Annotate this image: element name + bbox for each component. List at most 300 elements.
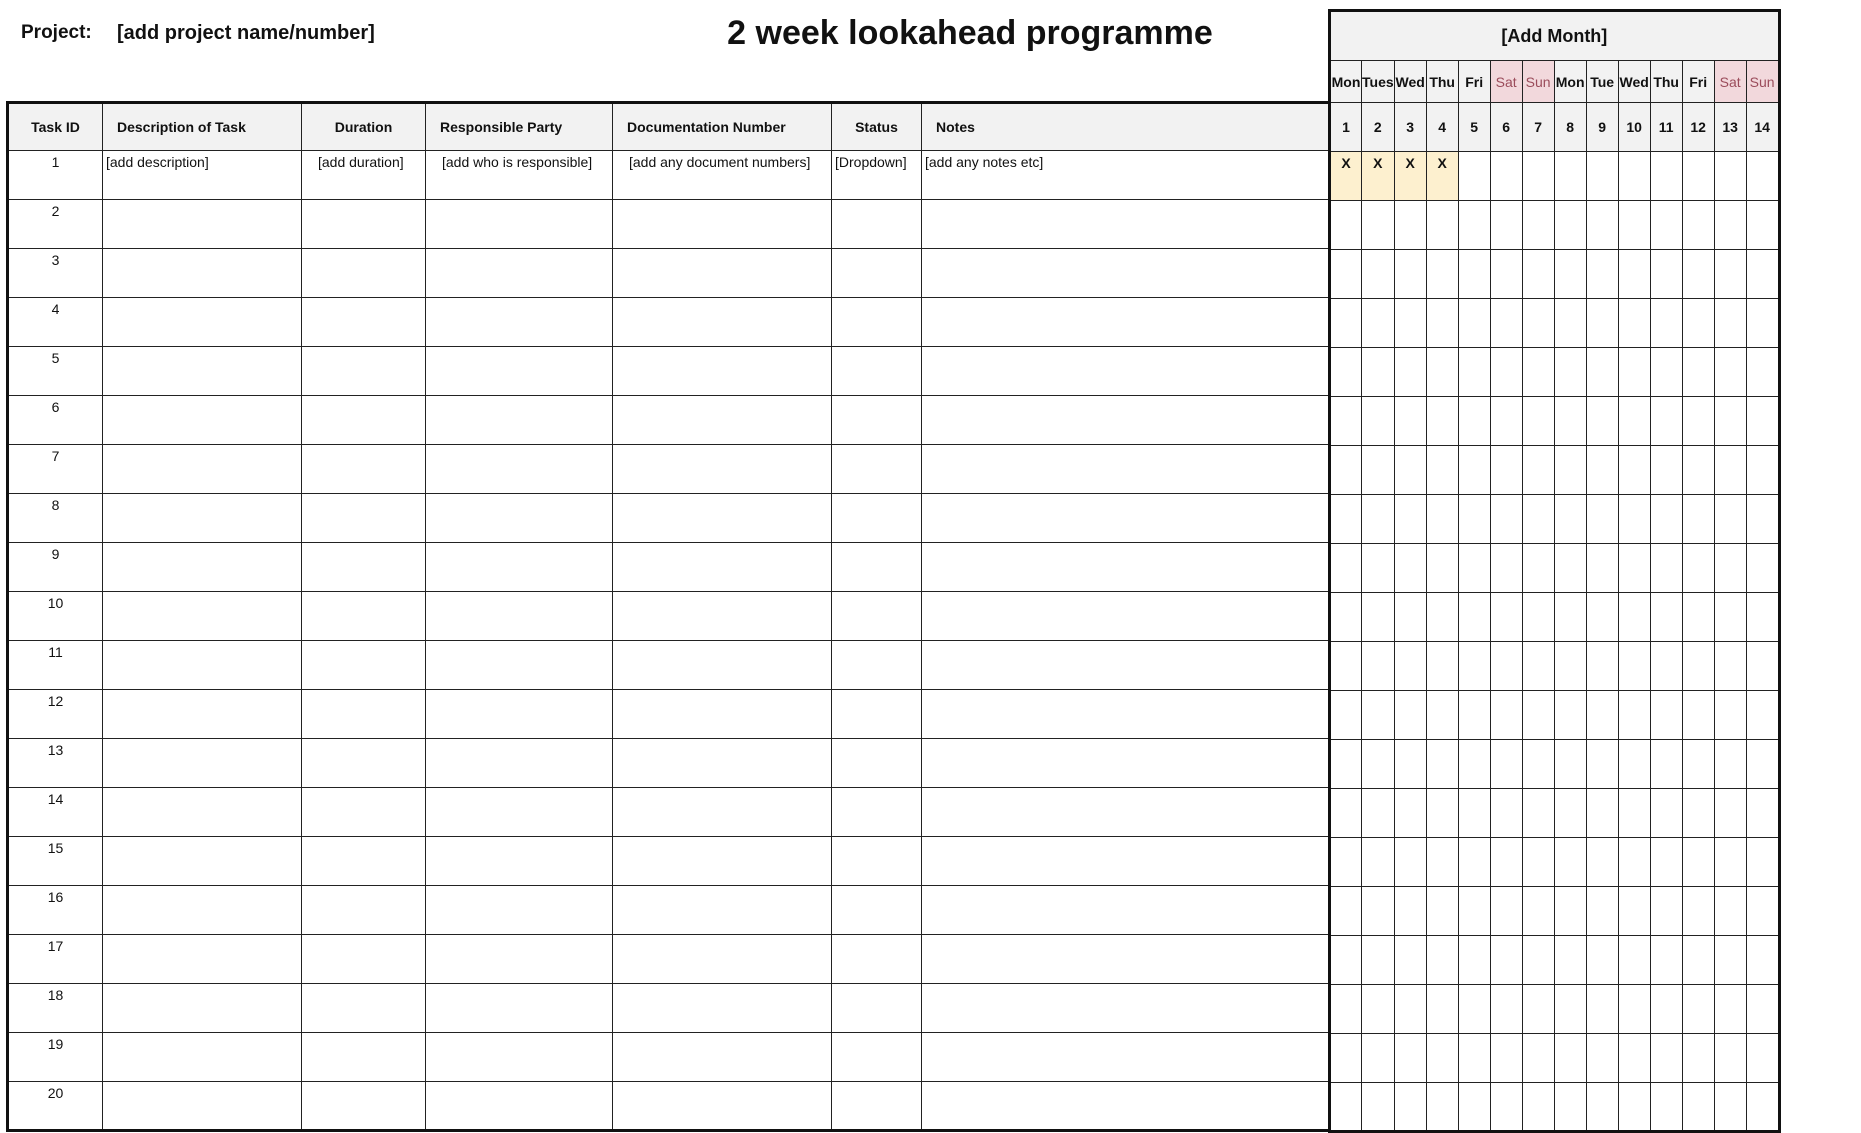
notes-cell[interactable] — [922, 396, 1330, 445]
responsible-party-cell[interactable] — [426, 200, 613, 249]
schedule-cell[interactable] — [1746, 789, 1779, 838]
schedule-cell[interactable] — [1490, 152, 1522, 201]
schedule-cell[interactable] — [1618, 348, 1650, 397]
description-cell[interactable] — [103, 1082, 302, 1131]
schedule-cell[interactable] — [1394, 348, 1426, 397]
duration-cell[interactable] — [302, 837, 426, 886]
schedule-cell[interactable]: X — [1394, 152, 1426, 201]
schedule-cell[interactable] — [1650, 789, 1682, 838]
schedule-cell[interactable] — [1746, 152, 1779, 201]
schedule-cell[interactable] — [1586, 201, 1618, 250]
status-dropdown[interactable] — [832, 347, 922, 396]
schedule-cell[interactable] — [1330, 544, 1362, 593]
documentation-number-cell[interactable] — [613, 445, 832, 494]
schedule-cell[interactable] — [1714, 348, 1746, 397]
schedule-cell[interactable] — [1682, 789, 1714, 838]
schedule-cell[interactable] — [1330, 691, 1362, 740]
schedule-cell[interactable] — [1394, 985, 1426, 1034]
schedule-cell[interactable] — [1394, 544, 1426, 593]
schedule-cell[interactable] — [1586, 152, 1618, 201]
duration-cell[interactable] — [302, 494, 426, 543]
schedule-cell[interactable] — [1394, 838, 1426, 887]
schedule-cell[interactable] — [1522, 250, 1554, 299]
schedule-cell[interactable] — [1554, 544, 1586, 593]
notes-cell[interactable] — [922, 641, 1330, 690]
duration-cell[interactable] — [302, 1082, 426, 1131]
schedule-cell[interactable] — [1682, 250, 1714, 299]
duration-cell[interactable] — [302, 200, 426, 249]
schedule-cell[interactable] — [1394, 593, 1426, 642]
schedule-cell[interactable] — [1522, 152, 1554, 201]
schedule-cell[interactable] — [1394, 495, 1426, 544]
status-dropdown[interactable] — [832, 788, 922, 837]
schedule-cell[interactable] — [1746, 593, 1779, 642]
schedule-cell[interactable] — [1618, 201, 1650, 250]
schedule-cell[interactable] — [1554, 250, 1586, 299]
schedule-cell[interactable] — [1554, 495, 1586, 544]
responsible-party-cell[interactable] — [426, 886, 613, 935]
schedule-cell[interactable] — [1554, 887, 1586, 936]
schedule-cell[interactable] — [1650, 348, 1682, 397]
schedule-cell[interactable] — [1618, 446, 1650, 495]
responsible-party-cell[interactable] — [426, 641, 613, 690]
schedule-cell[interactable] — [1618, 544, 1650, 593]
schedule-cell[interactable] — [1490, 201, 1522, 250]
documentation-number-cell[interactable] — [613, 690, 832, 739]
schedule-cell[interactable] — [1490, 789, 1522, 838]
schedule-cell[interactable] — [1362, 740, 1395, 789]
status-dropdown[interactable] — [832, 543, 922, 592]
schedule-cell[interactable] — [1426, 397, 1458, 446]
schedule-cell[interactable] — [1362, 446, 1395, 495]
schedule-cell[interactable] — [1394, 250, 1426, 299]
schedule-cell[interactable] — [1586, 985, 1618, 1034]
schedule-cell[interactable] — [1682, 348, 1714, 397]
schedule-cell[interactable] — [1426, 642, 1458, 691]
schedule-cell[interactable] — [1490, 348, 1522, 397]
schedule-cell[interactable] — [1490, 299, 1522, 348]
schedule-cell[interactable] — [1426, 495, 1458, 544]
notes-cell[interactable] — [922, 249, 1330, 298]
duration-cell[interactable] — [302, 788, 426, 837]
schedule-cell[interactable] — [1682, 152, 1714, 201]
schedule-cell[interactable] — [1490, 250, 1522, 299]
schedule-cell[interactable] — [1426, 985, 1458, 1034]
duration-cell[interactable] — [302, 543, 426, 592]
responsible-party-cell[interactable] — [426, 984, 613, 1033]
notes-cell[interactable] — [922, 935, 1330, 984]
schedule-cell[interactable] — [1746, 446, 1779, 495]
schedule-cell[interactable] — [1330, 985, 1362, 1034]
schedule-cell[interactable] — [1714, 299, 1746, 348]
duration-cell[interactable] — [302, 935, 426, 984]
schedule-cell[interactable] — [1650, 691, 1682, 740]
schedule-cell[interactable] — [1746, 887, 1779, 936]
schedule-cell[interactable] — [1362, 642, 1395, 691]
schedule-cell[interactable] — [1746, 838, 1779, 887]
status-dropdown[interactable] — [832, 494, 922, 543]
duration-cell[interactable] — [302, 445, 426, 494]
schedule-cell[interactable] — [1330, 642, 1362, 691]
schedule-cell[interactable] — [1458, 348, 1490, 397]
schedule-cell[interactable] — [1554, 740, 1586, 789]
schedule-cell[interactable]: X — [1362, 152, 1395, 201]
schedule-cell[interactable] — [1362, 838, 1395, 887]
schedule-cell[interactable] — [1362, 250, 1395, 299]
schedule-cell[interactable] — [1394, 691, 1426, 740]
schedule-cell[interactable] — [1746, 642, 1779, 691]
status-dropdown[interactable] — [832, 739, 922, 788]
schedule-cell[interactable] — [1586, 936, 1618, 985]
schedule-cell[interactable] — [1618, 152, 1650, 201]
schedule-cell[interactable] — [1330, 299, 1362, 348]
schedule-cell[interactable] — [1650, 152, 1682, 201]
schedule-cell[interactable] — [1458, 593, 1490, 642]
schedule-cell[interactable] — [1746, 495, 1779, 544]
schedule-cell[interactable] — [1330, 887, 1362, 936]
status-dropdown[interactable] — [832, 886, 922, 935]
description-cell[interactable] — [103, 739, 302, 788]
schedule-cell[interactable] — [1650, 740, 1682, 789]
schedule-cell[interactable] — [1586, 495, 1618, 544]
schedule-cell[interactable] — [1650, 544, 1682, 593]
month-field[interactable]: [Add Month] — [1330, 11, 1780, 61]
schedule-cell[interactable] — [1458, 201, 1490, 250]
documentation-number-cell[interactable] — [613, 837, 832, 886]
schedule-cell[interactable] — [1586, 348, 1618, 397]
schedule-cell[interactable] — [1362, 544, 1395, 593]
status-dropdown[interactable] — [832, 249, 922, 298]
schedule-cell[interactable] — [1362, 936, 1395, 985]
schedule-cell[interactable] — [1458, 936, 1490, 985]
duration-cell[interactable] — [302, 298, 426, 347]
responsible-party-cell[interactable] — [426, 249, 613, 298]
schedule-cell[interactable] — [1650, 887, 1682, 936]
documentation-number-cell[interactable] — [613, 200, 832, 249]
schedule-cell[interactable] — [1618, 1034, 1650, 1083]
schedule-cell[interactable] — [1490, 544, 1522, 593]
documentation-number-cell[interactable] — [613, 1033, 832, 1082]
duration-cell[interactable] — [302, 347, 426, 396]
responsible-party-cell[interactable] — [426, 935, 613, 984]
schedule-cell[interactable] — [1714, 593, 1746, 642]
schedule-cell[interactable] — [1746, 299, 1779, 348]
responsible-party-cell[interactable] — [426, 494, 613, 543]
schedule-cell[interactable] — [1682, 544, 1714, 593]
schedule-cell[interactable] — [1746, 1083, 1779, 1132]
status-dropdown[interactable] — [832, 935, 922, 984]
schedule-cell[interactable] — [1426, 544, 1458, 593]
schedule-cell[interactable] — [1554, 838, 1586, 887]
schedule-cell[interactable] — [1426, 201, 1458, 250]
schedule-cell[interactable] — [1650, 250, 1682, 299]
schedule-cell[interactable]: X — [1426, 152, 1458, 201]
schedule-cell[interactable] — [1586, 691, 1618, 740]
status-dropdown[interactable] — [832, 396, 922, 445]
description-cell[interactable] — [103, 298, 302, 347]
schedule-cell[interactable] — [1458, 789, 1490, 838]
schedule-cell[interactable] — [1330, 201, 1362, 250]
schedule-cell[interactable] — [1618, 495, 1650, 544]
schedule-cell[interactable] — [1458, 250, 1490, 299]
schedule-cell[interactable] — [1554, 348, 1586, 397]
schedule-cell[interactable] — [1586, 250, 1618, 299]
schedule-cell[interactable] — [1586, 544, 1618, 593]
schedule-cell[interactable] — [1554, 936, 1586, 985]
status-dropdown[interactable] — [832, 445, 922, 494]
schedule-cell[interactable] — [1586, 299, 1618, 348]
schedule-cell[interactable] — [1426, 1083, 1458, 1132]
description-cell[interactable] — [103, 788, 302, 837]
status-dropdown[interactable] — [832, 200, 922, 249]
duration-cell[interactable] — [302, 739, 426, 788]
schedule-cell[interactable] — [1426, 299, 1458, 348]
schedule-cell[interactable] — [1394, 887, 1426, 936]
status-dropdown[interactable] — [832, 1033, 922, 1082]
schedule-cell[interactable] — [1618, 1083, 1650, 1132]
schedule-cell[interactable] — [1650, 642, 1682, 691]
schedule-cell[interactable] — [1362, 201, 1395, 250]
schedule-cell[interactable] — [1458, 887, 1490, 936]
schedule-cell[interactable] — [1554, 201, 1586, 250]
schedule-cell[interactable] — [1586, 1083, 1618, 1132]
documentation-number-cell[interactable] — [613, 543, 832, 592]
schedule-cell[interactable] — [1618, 789, 1650, 838]
schedule-cell[interactable] — [1426, 838, 1458, 887]
schedule-cell[interactable] — [1714, 201, 1746, 250]
schedule-cell[interactable] — [1458, 152, 1490, 201]
schedule-cell[interactable] — [1330, 348, 1362, 397]
schedule-cell[interactable] — [1490, 1083, 1522, 1132]
schedule-cell[interactable] — [1554, 593, 1586, 642]
schedule-cell[interactable] — [1490, 642, 1522, 691]
schedule-cell[interactable] — [1490, 691, 1522, 740]
schedule-cell[interactable] — [1458, 397, 1490, 446]
status-dropdown[interactable]: [Dropdown] — [832, 151, 922, 200]
schedule-cell[interactable] — [1714, 740, 1746, 789]
schedule-cell[interactable] — [1618, 593, 1650, 642]
notes-cell[interactable] — [922, 494, 1330, 543]
schedule-cell[interactable] — [1394, 299, 1426, 348]
schedule-cell[interactable]: X — [1330, 152, 1362, 201]
schedule-cell[interactable] — [1618, 985, 1650, 1034]
duration-cell[interactable] — [302, 886, 426, 935]
schedule-cell[interactable] — [1362, 887, 1395, 936]
schedule-cell[interactable] — [1586, 397, 1618, 446]
schedule-cell[interactable] — [1394, 740, 1426, 789]
responsible-party-cell[interactable] — [426, 347, 613, 396]
schedule-cell[interactable] — [1458, 985, 1490, 1034]
description-cell[interactable] — [103, 445, 302, 494]
notes-cell[interactable] — [922, 739, 1330, 788]
responsible-party-cell[interactable]: [add who is responsible] — [426, 151, 613, 200]
notes-cell[interactable] — [922, 1082, 1330, 1131]
duration-cell[interactable] — [302, 249, 426, 298]
schedule-cell[interactable] — [1746, 348, 1779, 397]
documentation-number-cell[interactable] — [613, 641, 832, 690]
description-cell[interactable] — [103, 837, 302, 886]
schedule-cell[interactable] — [1650, 1083, 1682, 1132]
notes-cell[interactable] — [922, 788, 1330, 837]
documentation-number-cell[interactable] — [613, 347, 832, 396]
notes-cell[interactable] — [922, 543, 1330, 592]
schedule-cell[interactable] — [1682, 1083, 1714, 1132]
schedule-cell[interactable] — [1586, 642, 1618, 691]
schedule-cell[interactable] — [1586, 887, 1618, 936]
duration-cell[interactable] — [302, 641, 426, 690]
schedule-cell[interactable] — [1650, 593, 1682, 642]
schedule-cell[interactable] — [1714, 397, 1746, 446]
schedule-cell[interactable] — [1362, 397, 1395, 446]
schedule-cell[interactable] — [1426, 740, 1458, 789]
notes-cell[interactable] — [922, 886, 1330, 935]
schedule-cell[interactable] — [1330, 446, 1362, 495]
documentation-number-cell[interactable] — [613, 494, 832, 543]
schedule-cell[interactable] — [1682, 201, 1714, 250]
schedule-cell[interactable] — [1458, 1083, 1490, 1132]
schedule-cell[interactable] — [1522, 544, 1554, 593]
description-cell[interactable] — [103, 396, 302, 445]
documentation-number-cell[interactable] — [613, 249, 832, 298]
schedule-cell[interactable] — [1458, 642, 1490, 691]
description-cell[interactable]: [add description] — [103, 151, 302, 200]
schedule-cell[interactable] — [1458, 838, 1490, 887]
schedule-cell[interactable] — [1458, 1034, 1490, 1083]
description-cell[interactable] — [103, 641, 302, 690]
schedule-cell[interactable] — [1746, 544, 1779, 593]
schedule-cell[interactable] — [1618, 740, 1650, 789]
schedule-cell[interactable] — [1586, 789, 1618, 838]
schedule-cell[interactable] — [1746, 985, 1779, 1034]
documentation-number-cell[interactable] — [613, 592, 832, 641]
schedule-cell[interactable] — [1330, 495, 1362, 544]
status-dropdown[interactable] — [832, 298, 922, 347]
schedule-cell[interactable] — [1714, 887, 1746, 936]
description-cell[interactable] — [103, 935, 302, 984]
description-cell[interactable] — [103, 690, 302, 739]
schedule-cell[interactable] — [1682, 985, 1714, 1034]
responsible-party-cell[interactable] — [426, 543, 613, 592]
schedule-cell[interactable] — [1490, 495, 1522, 544]
schedule-cell[interactable] — [1714, 152, 1746, 201]
schedule-cell[interactable] — [1682, 495, 1714, 544]
description-cell[interactable] — [103, 494, 302, 543]
schedule-cell[interactable] — [1490, 446, 1522, 495]
schedule-cell[interactable] — [1650, 495, 1682, 544]
schedule-cell[interactable] — [1490, 985, 1522, 1034]
schedule-cell[interactable] — [1586, 446, 1618, 495]
notes-cell[interactable] — [922, 984, 1330, 1033]
schedule-cell[interactable] — [1490, 936, 1522, 985]
schedule-cell[interactable] — [1618, 299, 1650, 348]
schedule-cell[interactable] — [1714, 789, 1746, 838]
schedule-cell[interactable] — [1522, 1083, 1554, 1132]
documentation-number-cell[interactable] — [613, 298, 832, 347]
schedule-cell[interactable] — [1650, 397, 1682, 446]
documentation-number-cell[interactable]: [add any document numbers] — [613, 151, 832, 200]
schedule-cell[interactable] — [1458, 495, 1490, 544]
schedule-cell[interactable] — [1362, 691, 1395, 740]
schedule-cell[interactable] — [1394, 1034, 1426, 1083]
schedule-cell[interactable] — [1522, 446, 1554, 495]
schedule-cell[interactable] — [1394, 446, 1426, 495]
schedule-cell[interactable] — [1650, 299, 1682, 348]
notes-cell[interactable] — [922, 200, 1330, 249]
schedule-cell[interactable] — [1554, 985, 1586, 1034]
schedule-cell[interactable] — [1426, 936, 1458, 985]
notes-cell[interactable] — [922, 690, 1330, 739]
schedule-cell[interactable] — [1554, 397, 1586, 446]
schedule-cell[interactable] — [1618, 887, 1650, 936]
schedule-cell[interactable] — [1554, 1034, 1586, 1083]
notes-cell[interactable] — [922, 1033, 1330, 1082]
schedule-cell[interactable] — [1426, 789, 1458, 838]
notes-cell[interactable] — [922, 445, 1330, 494]
responsible-party-cell[interactable] — [426, 592, 613, 641]
schedule-cell[interactable] — [1458, 299, 1490, 348]
schedule-cell[interactable] — [1522, 397, 1554, 446]
status-dropdown[interactable] — [832, 641, 922, 690]
schedule-cell[interactable] — [1746, 1034, 1779, 1083]
schedule-cell[interactable] — [1394, 1083, 1426, 1132]
schedule-cell[interactable] — [1682, 446, 1714, 495]
schedule-cell[interactable] — [1490, 397, 1522, 446]
schedule-cell[interactable] — [1522, 985, 1554, 1034]
notes-cell[interactable]: [add any notes etc] — [922, 151, 1330, 200]
schedule-cell[interactable] — [1746, 936, 1779, 985]
schedule-cell[interactable] — [1522, 495, 1554, 544]
schedule-cell[interactable] — [1714, 1034, 1746, 1083]
schedule-cell[interactable] — [1618, 838, 1650, 887]
schedule-cell[interactable] — [1682, 887, 1714, 936]
description-cell[interactable] — [103, 249, 302, 298]
documentation-number-cell[interactable] — [613, 984, 832, 1033]
schedule-cell[interactable] — [1682, 642, 1714, 691]
status-dropdown[interactable] — [832, 837, 922, 886]
schedule-cell[interactable] — [1714, 936, 1746, 985]
notes-cell[interactable] — [922, 837, 1330, 886]
schedule-cell[interactable] — [1714, 544, 1746, 593]
responsible-party-cell[interactable] — [426, 837, 613, 886]
schedule-cell[interactable] — [1394, 201, 1426, 250]
schedule-cell[interactable] — [1330, 1034, 1362, 1083]
description-cell[interactable] — [103, 1033, 302, 1082]
schedule-cell[interactable] — [1426, 1034, 1458, 1083]
description-cell[interactable] — [103, 886, 302, 935]
schedule-cell[interactable] — [1682, 397, 1714, 446]
schedule-cell[interactable] — [1554, 642, 1586, 691]
schedule-cell[interactable] — [1714, 495, 1746, 544]
schedule-cell[interactable] — [1746, 397, 1779, 446]
schedule-cell[interactable] — [1362, 985, 1395, 1034]
description-cell[interactable] — [103, 347, 302, 396]
schedule-cell[interactable] — [1586, 593, 1618, 642]
responsible-party-cell[interactable] — [426, 1033, 613, 1082]
schedule-cell[interactable] — [1362, 1083, 1395, 1132]
schedule-cell[interactable] — [1714, 446, 1746, 495]
responsible-party-cell[interactable] — [426, 445, 613, 494]
schedule-cell[interactable] — [1490, 593, 1522, 642]
duration-cell[interactable] — [302, 396, 426, 445]
schedule-cell[interactable] — [1330, 740, 1362, 789]
schedule-cell[interactable] — [1330, 1083, 1362, 1132]
schedule-cell[interactable] — [1522, 789, 1554, 838]
schedule-cell[interactable] — [1714, 691, 1746, 740]
schedule-cell[interactable] — [1362, 593, 1395, 642]
schedule-cell[interactable] — [1554, 1083, 1586, 1132]
schedule-cell[interactable] — [1746, 691, 1779, 740]
schedule-cell[interactable] — [1330, 936, 1362, 985]
